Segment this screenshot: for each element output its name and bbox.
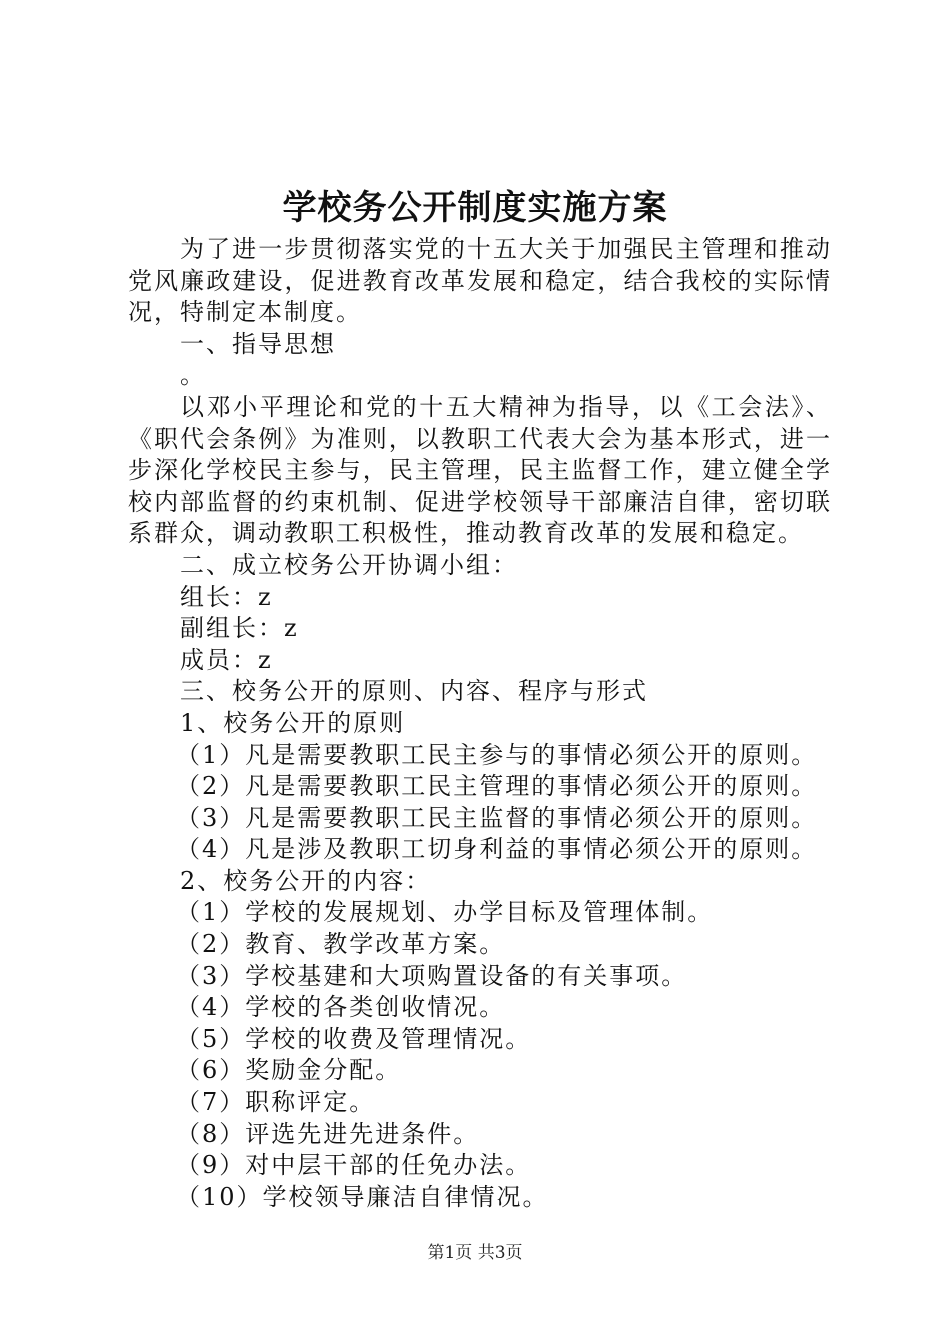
deputy-leader: 副组长：z bbox=[180, 614, 299, 643]
principle-item: （3）凡是需要教职工民主监督的事情必须公开的原则。 bbox=[176, 803, 818, 832]
page-footer: 第1页 共3页 bbox=[427, 1243, 523, 1263]
content-item: （3）学校基建和大项购置设备的有关事项。 bbox=[176, 961, 688, 990]
subsection2-heading: 2、校务公开的内容： bbox=[180, 866, 432, 895]
principle-item: （4）凡是涉及教职工切身利益的事情必须公开的原则。 bbox=[176, 835, 818, 864]
intro-paragraph: 为了进一步贯彻落实党的十五大关于加强民主管理和推动党风廉政建设，促进教育改革发展和稳定，结合我校的实际情况，特制定本制度。 bbox=[128, 235, 832, 327]
content-item: （7）职称评定。 bbox=[176, 1088, 376, 1117]
content-item: （6）奖励金分配。 bbox=[176, 1056, 402, 1085]
subsection1-heading: 1、校务公开的原则 bbox=[180, 708, 406, 737]
principle-item: （2）凡是需要教职工民主管理的事情必须公开的原则。 bbox=[176, 772, 818, 801]
document-body bbox=[128, 234, 832, 1213]
section1-dot: 。 bbox=[180, 361, 206, 390]
section1-paragraph: 以邓小平理论和党的十五大精神为指导，以《工会法》、《职代会条例》为准则，以教职工代表大会为基本形式，进一步深化学校民主参与，民主管理，民主监督工作，建立健全学校内部监督的约束机制、促进学校领导干部廉洁自律，密切联系群众，调动教职工积极性，推动教育改革的发展和稳定。 bbox=[128, 392, 832, 548]
section3-heading: 三、校务公开的原则、内容、程序与形式 bbox=[180, 677, 648, 706]
content-item: （5）学校的收费及管理情况。 bbox=[176, 1024, 532, 1053]
principle-item: （1）凡是需要教职工民主参与的事情必须公开的原则。 bbox=[176, 740, 818, 769]
document-title: 学校务公开制度实施方案 bbox=[282, 188, 668, 228]
group-members: 成员：z bbox=[180, 645, 273, 674]
content-item: （4）学校的各类创收情况。 bbox=[176, 993, 506, 1022]
content-item: （2）教育、教学改革方案。 bbox=[176, 930, 506, 959]
section1-heading: 一、指导思想 bbox=[180, 329, 336, 358]
content-item: （1）学校的发展规划、办学目标及管理体制。 bbox=[176, 898, 714, 927]
content-item: （9）对中层干部的任免办法。 bbox=[176, 1151, 532, 1180]
section2-heading: 二、成立校务公开协调小组： bbox=[180, 550, 518, 579]
content-item: （8）评选先进先进条件。 bbox=[176, 1119, 480, 1148]
group-leader: 组长：z bbox=[180, 582, 273, 611]
content-item: （10）学校领导廉洁自律情况。 bbox=[176, 1182, 549, 1211]
